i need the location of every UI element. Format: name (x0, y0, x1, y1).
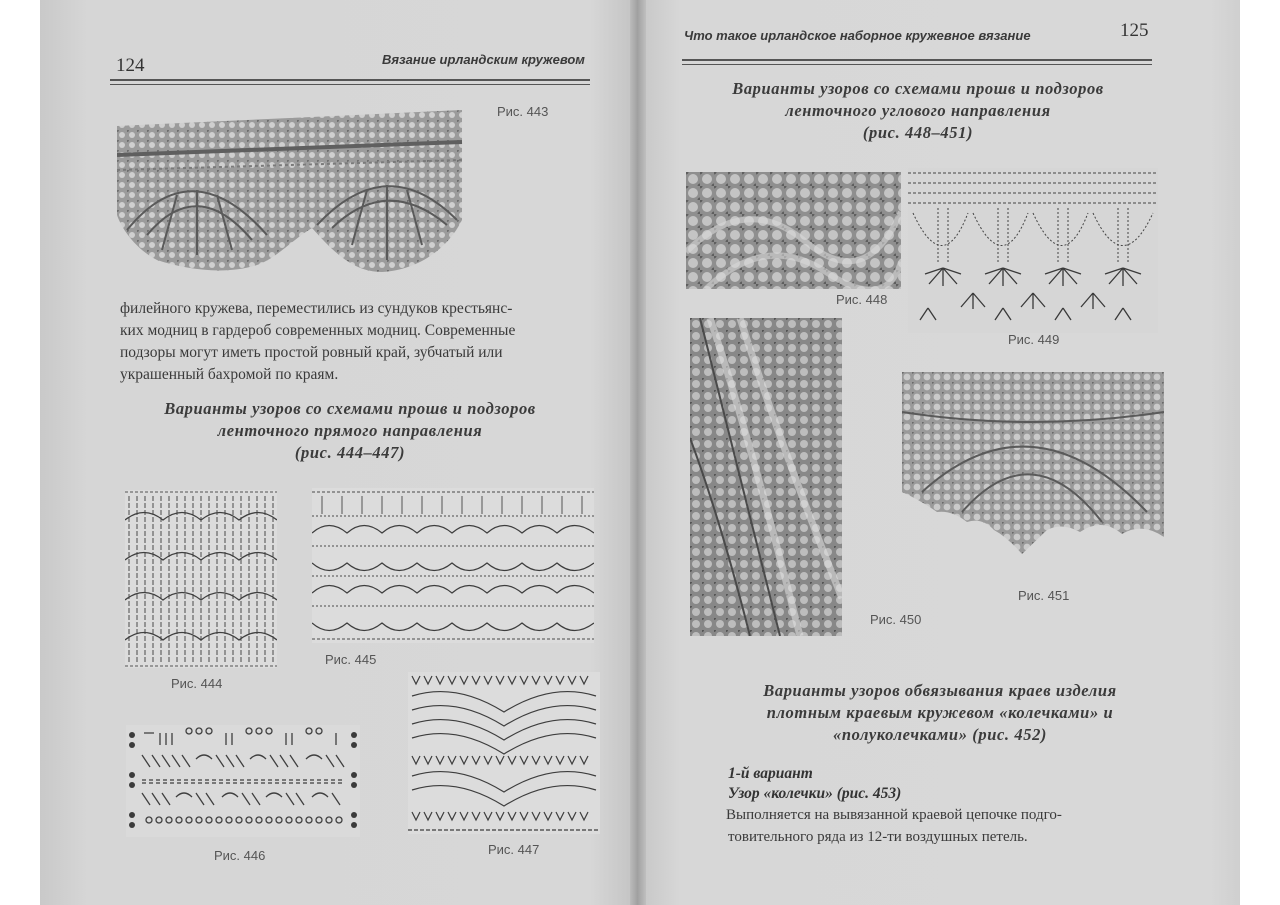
heading-line: (рис. 448–451) (862, 123, 974, 142)
figure-445-caption: Рис. 445 (325, 652, 377, 667)
heading-line: Варианты узоров обвязывания краев изделия (763, 681, 1117, 700)
figure-445-chart (312, 488, 594, 643)
paragraph-line: подзоры могут иметь простой ровный край, зубчатый или (120, 344, 503, 361)
heading-line: Варианты узоров со схемами прошв и подзоров (732, 79, 1104, 98)
figure-444-chart (125, 490, 277, 668)
heading-line: плотным краевым кружевом «колечками» и (766, 703, 1114, 722)
right-page (638, 0, 1240, 905)
pattern-title: Узор «колечки» (рис. 453) (728, 785, 902, 802)
left-running-head: Вязание ирландским кружевом (382, 52, 585, 67)
body-line: Выполняется на вывязанной краевой цепочке подго- (726, 807, 1062, 823)
pattern-description (726, 804, 1062, 848)
figure-448-caption: Рис. 448 (836, 292, 888, 307)
book-spread (40, 0, 1240, 905)
figure-451-photo (902, 372, 1164, 554)
book-gutter (630, 0, 646, 905)
edging-section-heading (670, 680, 1210, 746)
figure-443-caption: Рис. 443 (497, 104, 549, 119)
figure-450-caption: Рис. 450 (870, 612, 922, 627)
figure-446-chart (126, 725, 360, 837)
figure-448-photo (686, 172, 901, 289)
figure-447-chart (408, 672, 600, 834)
heading-line: (рис. 444–447) (294, 443, 406, 462)
right-section-heading (668, 78, 1168, 144)
left-section-heading (100, 398, 600, 464)
figure-444-caption: Рис. 444 (171, 676, 223, 691)
figure-447-caption: Рис. 447 (488, 842, 540, 857)
figure-449-caption: Рис. 449 (1008, 332, 1060, 347)
right-header-rule-thin (682, 64, 1152, 65)
paragraph-line: ких модниц в гардероб современных модниц. Современные (120, 322, 516, 339)
left-page-number: 124 (116, 55, 145, 76)
right-running-head: Что такое ирландское наборное кружевное вязание (684, 28, 1031, 43)
left-paragraph (120, 298, 515, 386)
left-page (40, 0, 638, 905)
heading-line: Варианты узоров со схемами прошв и подзоров (164, 399, 536, 418)
figure-443-photo (117, 110, 467, 280)
figure-449-chart (908, 168, 1158, 333)
left-header-rule (110, 79, 590, 81)
right-header-rule (682, 59, 1152, 61)
figure-451-caption: Рис. 451 (1018, 588, 1070, 603)
heading-line: «полуколечками» (рис. 452) (832, 725, 1048, 744)
figure-446-caption: Рис. 446 (214, 848, 266, 863)
right-page-number: 125 (1120, 20, 1149, 41)
paragraph-line: филейного кружева, переместились из сундуков крестьянс- (120, 300, 513, 317)
body-line: товительного ряда из 12-ти воздушных петель. (728, 829, 1028, 845)
paragraph-line: украшенный бахромой по краям. (120, 366, 339, 383)
heading-line: ленточного прямого направления (217, 421, 483, 440)
variant-label: 1-й вариант (728, 765, 813, 782)
heading-line: ленточного углового направления (785, 101, 1051, 120)
left-header-rule-thin (110, 84, 590, 85)
figure-450-photo (690, 318, 842, 636)
